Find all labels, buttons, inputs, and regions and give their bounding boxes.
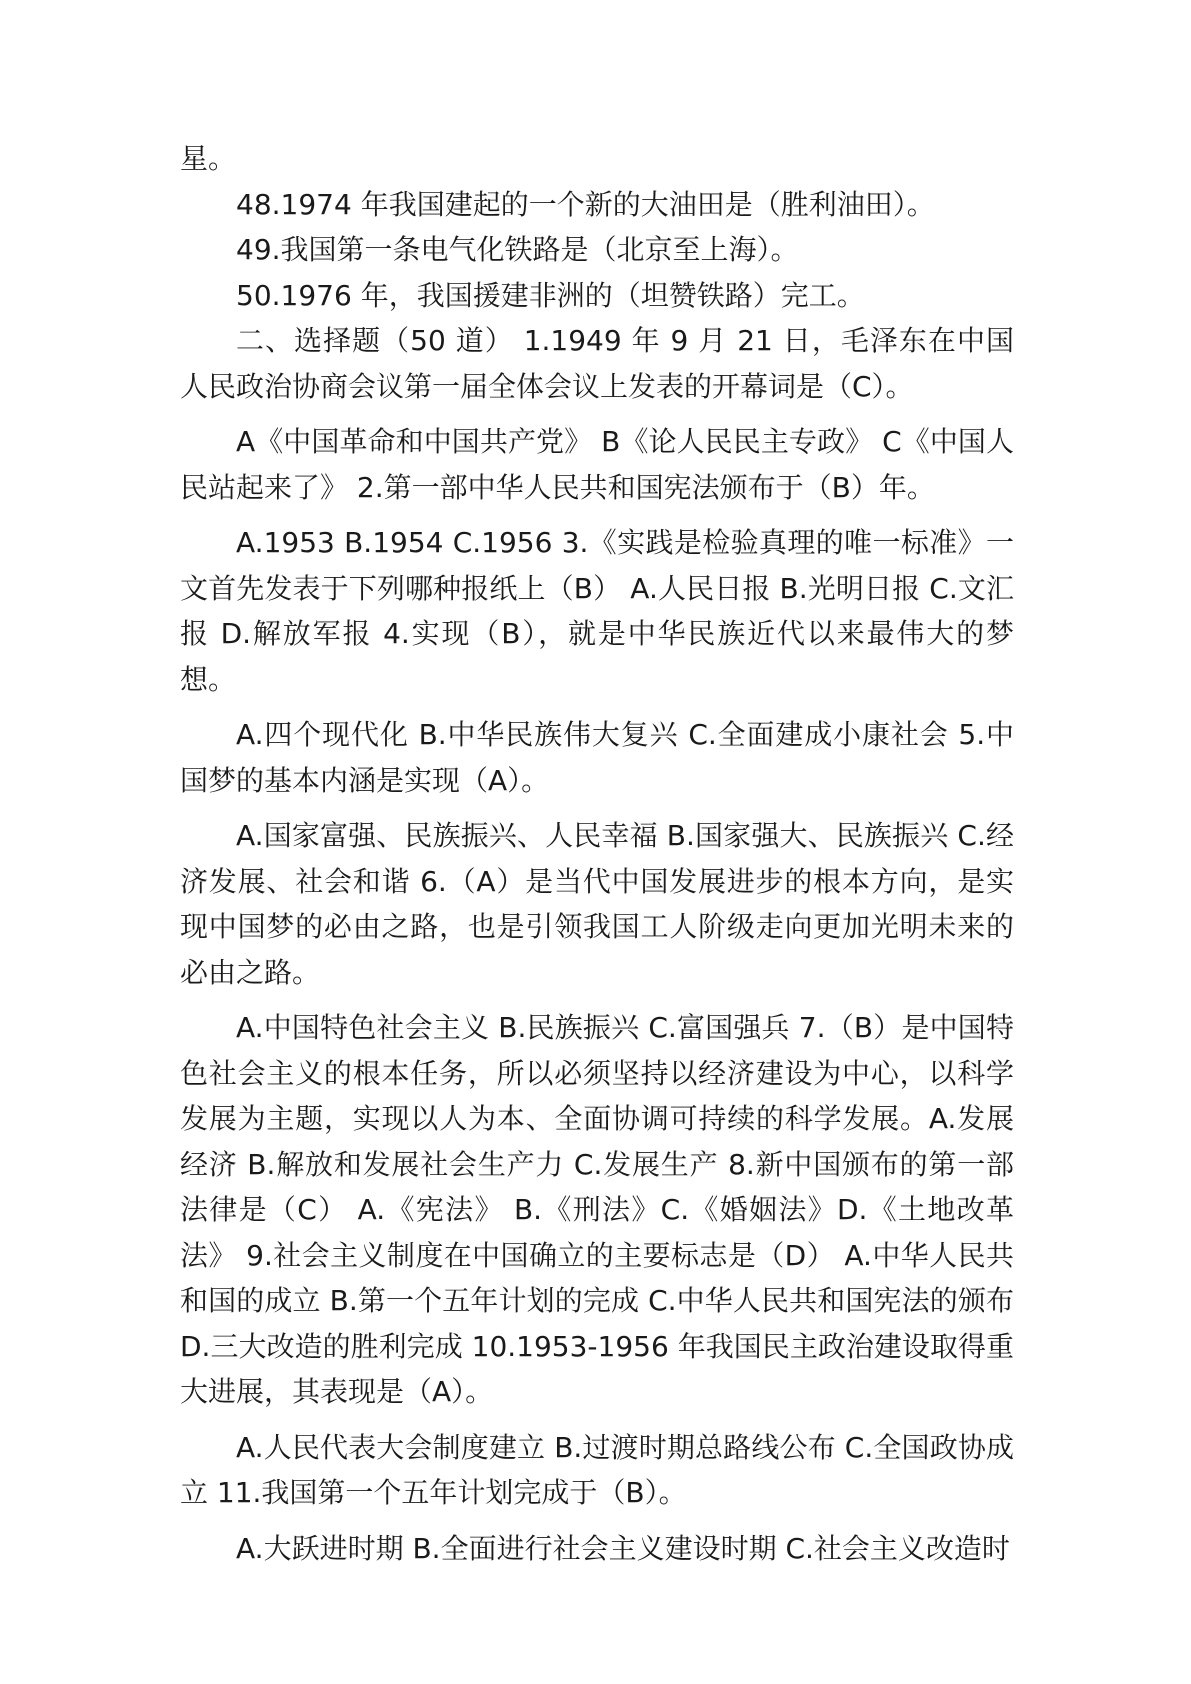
paragraph-q2-options-q3-q4: A.1953 B.1954 C.1956 3.《实践是检验真理的唯一标准》一文首先发表于下列哪种报纸上（B） A.人民日报 B.光明日报 C.文汇报 D.解放军报 4.实现（B），就是中华民族近代以来最伟大的梦想。 <box>180 526 1014 696</box>
paragraph-q48: 48.1974 年我国建起的一个新的大油田是（胜利油田）。 <box>236 187 935 221</box>
paragraph-q4-options-q5: A.四个现代化 B.中华民族伟大复兴 C.全面建成小康社会 5.中国梦的基本内涵是实现（A）。 <box>180 718 1014 797</box>
paragraph-q1-options-q2: A《中国革命和中国共产党》 B《论人民民主专政》 C《中国人民站起来了》 2.第一部中华人民共和国宪法颁布于（B）年。 <box>180 425 1014 504</box>
paragraph-q50: 50.1976 年，我国援建非洲的（坦赞铁路）完工。 <box>236 278 865 312</box>
paragraph-q10-options-q11: A.人民代表大会制度建立 B.过渡时期总路线公布 C.全国政协成立 11.我国第一个五年计划完成于（B）。 <box>180 1430 1014 1509</box>
paragraph-section-two-q1: 二、选择题（50 道） 1.1949 年 9 月 21 日，毛泽东在中国人民政治协商会议第一届全体会议上发表的开幕词是（C）。 <box>180 324 1014 403</box>
paragraph-q11-options: A.大跃进时期 B.全面进行社会主义建设时期 C.社会主义改造时 <box>236 1531 1010 1565</box>
paragraph-q5-options-q6: A.国家富强、民族振兴、人民幸福 B.国家强大、民族振兴 C.经济发展、社会和谐 6.（A）是当代中国发展进步的根本方向，是实现中国梦的必由之路，也是引领我国工人阶级走向更加光明未来的必由之路。 <box>180 819 1014 989</box>
document-body <box>180 136 1014 1581</box>
paragraph-q6-options-q7-q10: A.中国特色社会主义 B.民族振兴 C.富国强兵 7.（B）是中国特色社会主义的根本任务，所以必须坚持以经济建设为中心，以科学发展为主题，实现以人为本、全面协调可持续的科学发展。A.发展经济 B.解放和发展社会生产力 C.发展生产 8.新中国颁布的第一部法律是（C） A.《宪法》 B.《刑法》C.《婚姻法》D.《土地改革法》 9.社会主义制度在中国确立的主要标志是（D） A.中华人民共和国的成立 B.第一个五年计划的完成 C.中华人民共和国宪法的颁布 D.三大改造的胜利完成 10.1953-1956 年我国民主政治建设取得重大进展，其表现是（A）。 <box>180 1011 1014 1408</box>
paragraph-continuation: 星。 <box>180 142 237 175</box>
paragraph-q49: 49.我国第一条电气化铁路是（北京至上海）。 <box>236 233 799 266</box>
